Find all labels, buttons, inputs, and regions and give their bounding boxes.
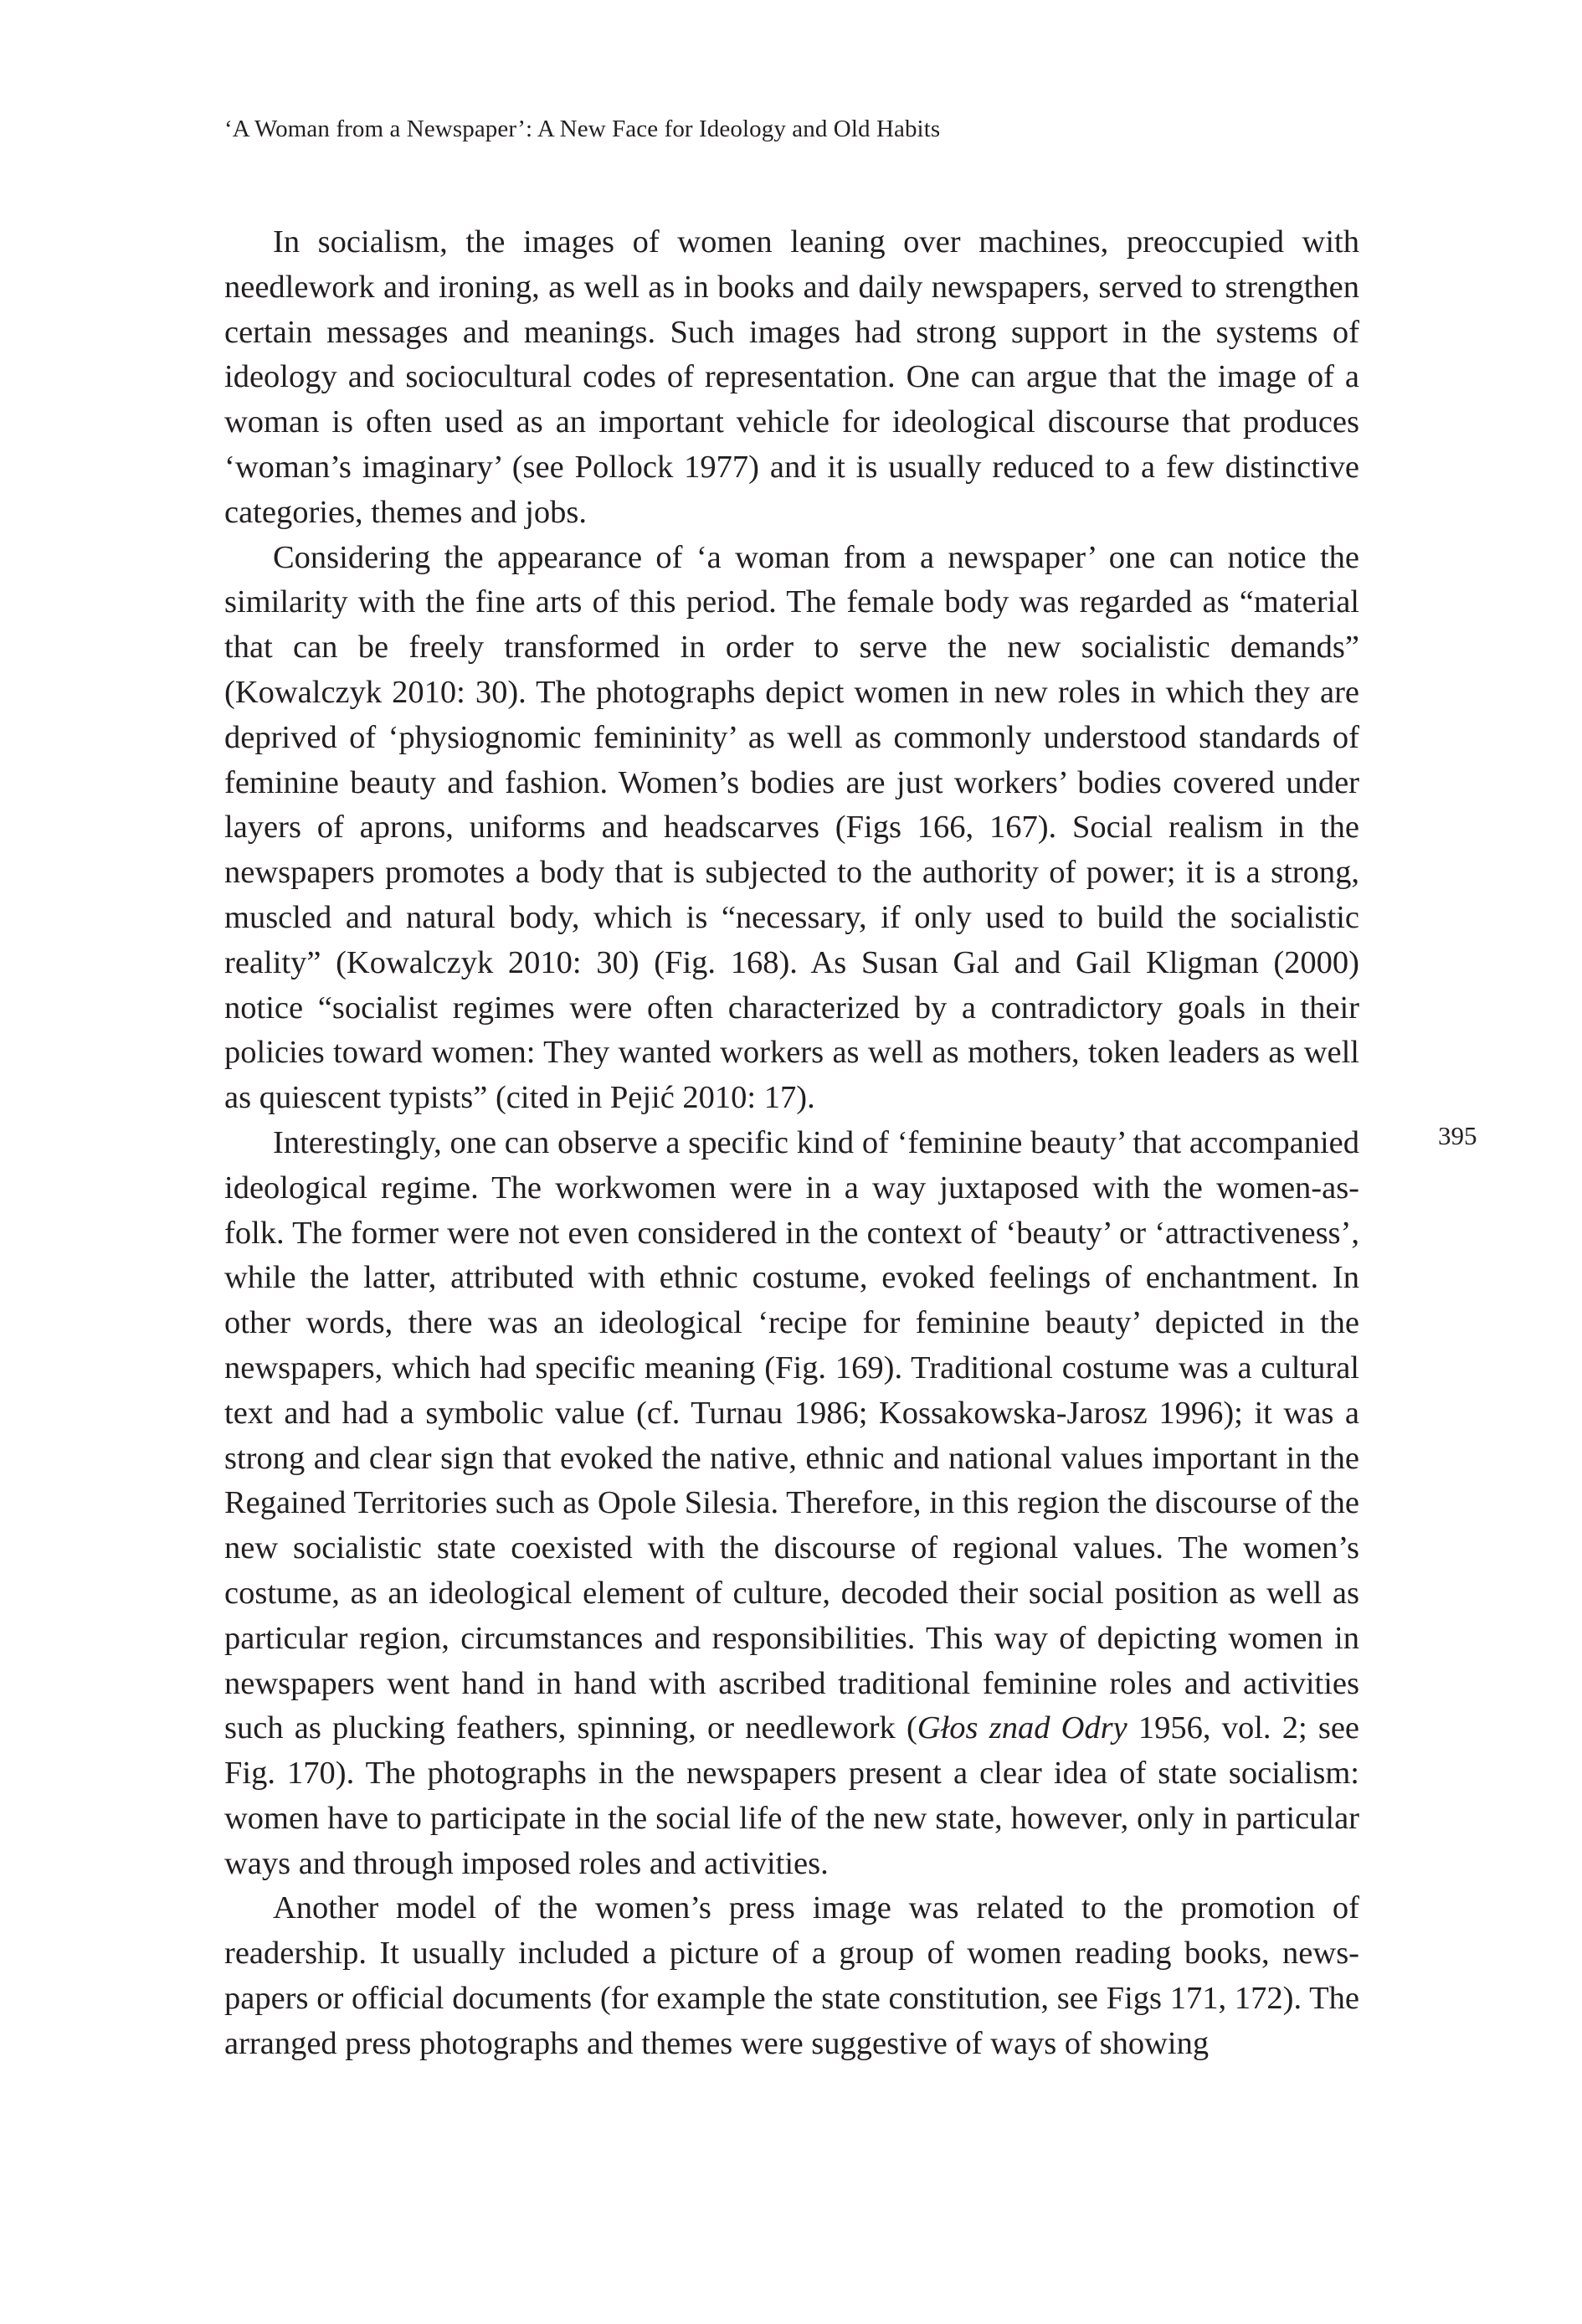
- paragraph-3-text-end: 1956, vol. 2; see Fig. 170). The photographs in the newspapers present a clear idea of state socialism: women have to participate in the social life of the new state, however, only in particular ways and through imposed roles and activities.: [224, 1710, 1360, 1881]
- body-text: [224, 220, 1359, 2067]
- newspaper-title-italic: Głos znad Odry: [917, 1710, 1127, 1746]
- page-number: 395: [1438, 1121, 1477, 1150]
- paragraph-2: Considering the appearance of ‘a woman from a newspaper’ one can notice the similarity with the fine arts of this period. The female body was regarded as “material that can be freely transformed in order to serve the new socialistic demands” (Kowalczyk 2010: 30). The photographs depict women in new roles in which they are deprived of ‘physiognomic femininity’ as well as commonly understood standards of feminine beauty and fashion. Women’s bodies are just workers’ bodies covered under layers of aprons, uniforms and headscarves (Figs 166, 167). Social realism in the newspapers promotes a body that is subjected to the authority of power; it is a strong, muscled and natural body, which is “necessary, if only used to build the socialistic reality” (Kowalczyk 2010: 30) (Fig. 168). As Susan Gal and Gail Kligman (2000) notice “socialist regimes were often characterized by a contradictory goals in their policies toward women: They wanted workers as well as mothers, token leaders as well as quiescent typists” (cited in Pejić 2010: 17).: [224, 539, 1359, 1116]
- running-head: ‘A Woman from a Newspaper’: A New Face for Ideology and Old Habits: [224, 116, 941, 142]
- paragraph-1: In socialism, the images of women leaning over machines, preoccupied with needlework and ironing, as well as in books and daily newspapers, served to strengthen certain messages and meanings. Such images had strong support in the systems of ideology and sociocultural codes of representation. One can argue that the image of a woman is often used as an important vehicle for ideological discourse that produces ‘woman’s imaginary’ (see Pollock 1977) and it is usually reduced to a few distinctive categories, themes and jobs.: [224, 224, 1359, 530]
- paragraph-3-text-start: Interestingly, one can observe a specific kind of ‘feminine beauty’ that accompanied ideological regime. The workwomen were in a way juxtaposed with the women-as-folk. The former were not even considered in the context of ‘beauty’ or ‘attractiveness’, while the latter, attributed with ethnic costume, evoked feelings of enchantment. In other words, there was an ideological ‘recipe for feminine beauty’ depicted in the newspapers, which had specific meaning (Fig. 169). Traditional costume was a cultural text and had a symbolic value (cf. Turnau 1986; Kossakowska-Jarosz 1996); it was a strong and clear sign that evoked the native, ethnic and national values important in the Regained Territories such as Opole Silesia. Therefore, in this region the discourse of the new socialistic state coexisted with the discourse of regional values. The women’s costume, as an ideological element of culture, decoded their social position as well as particular region, circumstances and responsibilities. This way of depicting women in newspapers went hand in hand with ascribed traditional feminine roles and activities such as plucking feathers, spinning, or needlework (: [224, 1124, 1359, 1746]
- paragraph-3: [224, 1121, 1359, 1887]
- paragraph-4: Another model of the women’s press image was related to the promotion of readership. It usually included a picture of a group of women reading books, news-papers or official documents (for example the state constitution, see Figs 171, 172). The arranged press photographs and themes were suggestive of ways of showing: [224, 1890, 1359, 2061]
